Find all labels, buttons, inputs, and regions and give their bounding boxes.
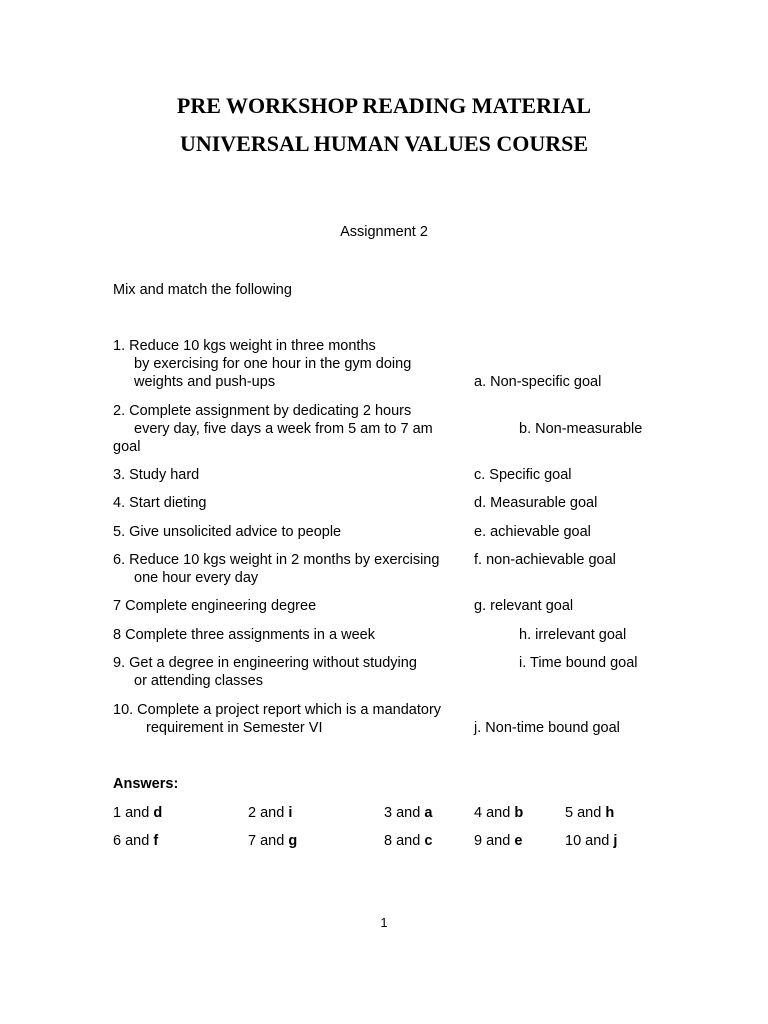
item-text: 2. Complete assignment by dedicating 2 hours	[113, 403, 412, 419]
list-item	[113, 523, 341, 541]
answer-letter: i	[288, 805, 293, 821]
answer-pair	[474, 804, 523, 822]
item-text: 1. Reduce 10 kgs weight in three months	[113, 338, 376, 354]
answer-item: 3 and	[384, 805, 425, 821]
page-number: 1	[380, 915, 388, 930]
answer-item: 5 and	[565, 805, 606, 821]
item-text: 4. Start dieting	[113, 495, 207, 511]
answer-item: 9 and	[474, 833, 515, 849]
option-g: g. relevant goal	[474, 598, 574, 614]
item-text: by exercising for one hour in the gym doing	[134, 356, 412, 372]
item-text: requirement in Semester VI	[146, 720, 323, 736]
item-text: 9. Get a degree in engineering without studying	[113, 655, 417, 671]
item-text: every day, five days a week from 5 am to 7 am	[134, 421, 433, 437]
answer-letter: e	[514, 833, 523, 849]
item-text: 3. Study hard	[113, 467, 200, 483]
item-text: 8 Complete three assignments in a week	[113, 627, 375, 643]
answer-item: 10 and	[565, 833, 614, 849]
answer-item: 8 and	[384, 833, 425, 849]
list-item	[113, 402, 433, 456]
answer-pair	[384, 832, 432, 850]
answer-pair	[565, 804, 614, 822]
answer-pair	[248, 804, 292, 822]
answer-item: 6 and	[113, 833, 154, 849]
option-f: f. non-achievable goal	[474, 552, 616, 568]
answer-letter: h	[605, 805, 615, 821]
answer-letter: d	[153, 805, 163, 821]
option-i: i. Time bound goal	[519, 655, 638, 671]
option-a: a. Non-specific goal	[474, 374, 602, 390]
item-text: weights and push-ups	[134, 374, 276, 390]
list-item	[113, 701, 441, 737]
item-text: 6. Reduce 10 kgs weight in 2 months by exercising	[113, 552, 440, 568]
answer-letter: a	[424, 805, 433, 821]
answer-pair	[113, 832, 158, 850]
option-j: j. Non-time bound goal	[474, 720, 620, 736]
option-c: c. Specific goal	[474, 467, 572, 483]
option-h: h. irrelevant goal	[519, 627, 627, 643]
option-d: d. Measurable goal	[474, 495, 598, 511]
list-item	[113, 551, 439, 587]
answer-pair	[113, 804, 162, 822]
answer-item: 1 and	[113, 805, 154, 821]
answer-item: 4 and	[474, 805, 515, 821]
option-b: b. Non-measurable	[519, 421, 643, 437]
answer-letter: f	[153, 833, 159, 849]
answer-letter: b	[514, 805, 524, 821]
item-text: or attending classes	[134, 673, 263, 689]
item-text: 7 Complete engineering degree	[113, 598, 317, 614]
answer-letter: g	[288, 833, 298, 849]
answer-pair	[474, 832, 522, 850]
list-item	[113, 597, 316, 615]
list-item	[113, 337, 411, 391]
list-item	[113, 466, 199, 484]
option-e: e. achievable goal	[474, 524, 591, 540]
list-item	[113, 626, 375, 644]
item-text: 10. Complete a project report which is a mandatory	[113, 702, 442, 718]
answer-pair	[248, 832, 297, 850]
document-title-line-1: PRE WORKSHOP READING MATERIAL	[176, 93, 592, 118]
answer-item: 7 and	[248, 833, 289, 849]
assignment-label: Assignment 2	[340, 224, 428, 240]
item-text: goal	[113, 439, 141, 455]
item-text: one hour every day	[134, 570, 259, 586]
answer-letter: c	[424, 833, 433, 849]
instruction-text: Mix and match the following	[113, 282, 292, 298]
list-item	[113, 654, 417, 690]
item-text: 5. Give unsolicited advice to people	[113, 524, 342, 540]
answer-pair	[384, 804, 432, 822]
list-item	[113, 494, 207, 512]
answers-heading: Answers:	[113, 776, 179, 792]
answer-pair	[565, 832, 617, 850]
answer-letter: j	[613, 833, 618, 849]
document-title-line-2: UNIVERSAL HUMAN VALUES COURSE	[179, 131, 589, 156]
answer-item: 2 and	[248, 805, 289, 821]
